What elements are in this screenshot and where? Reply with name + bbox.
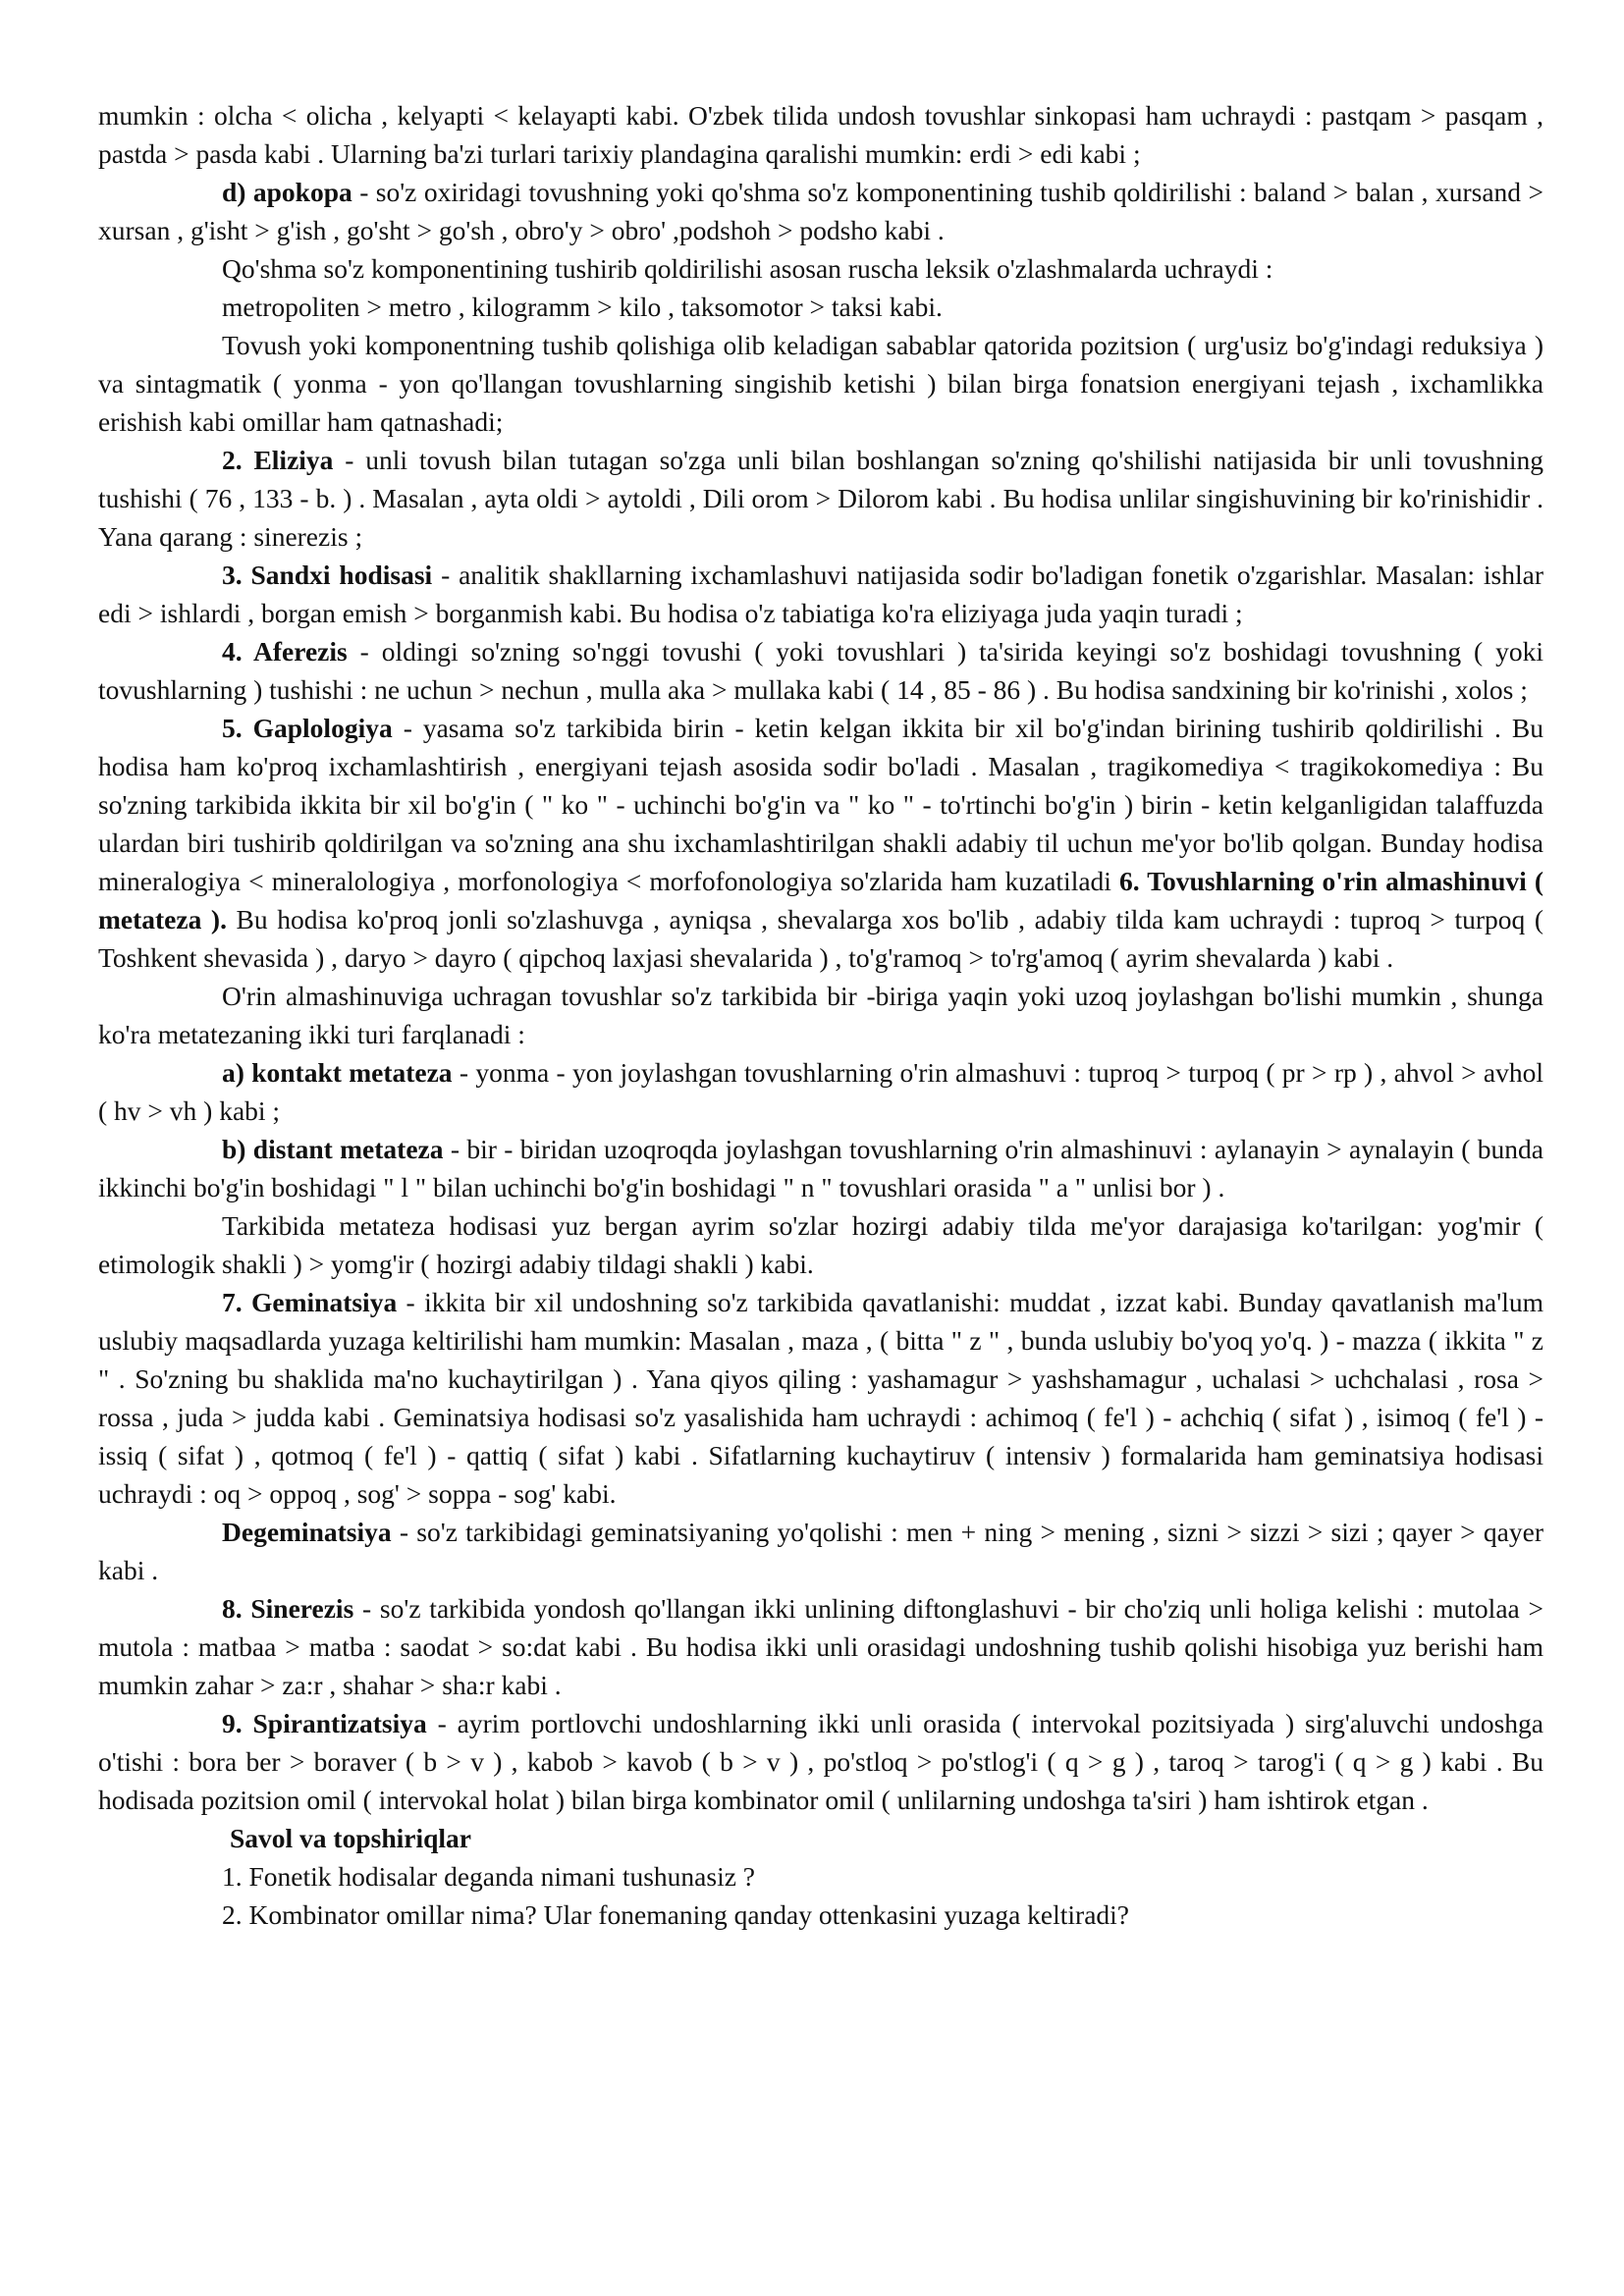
term-aferezis: 4. Aferezis [222, 636, 348, 667]
document-page [98, 96, 1543, 1934]
paragraph-kontakt-metateza [98, 1053, 1543, 1130]
paragraph-text: - analitik shakllarning ixchamlashuvi natijasida sodir bo'ladigan fonetik o'zgarishlar. Masalan: ishlar edi > ishlardi , borgan emish > borganmish kabi. Bu hodisa o'z tabiatiga ko'ra eliziyaga juda yaqin turadi ; [98, 560, 1543, 628]
paragraph-metateza-norm [98, 1206, 1543, 1283]
term-spirantizatsiya: 9. Spirantizatsiya [222, 1708, 427, 1738]
question-item: 1. Fonetik hodisalar deganda nimani tushunasiz ? [222, 1861, 756, 1892]
paragraph-gaplologiya [98, 709, 1543, 977]
paragraph-text: Tovush yoki komponentning tushib qolishiga olib keladigan sabablar qatorida pozitsion ( urg'usiz bo'g'indagi reduksiya ) va sintagmatik ( yonma - yon qo'llangan tovushlarning singishib ketishi ) bilan birga fonatsion energiyani tejash , ixchamlikka erishish kabi omillar ham qatnashadi; [98, 330, 1543, 437]
term-sinerezis: 8. Sinerezis [222, 1593, 354, 1624]
paragraph-sinerezis [98, 1589, 1543, 1704]
term-kontakt-metateza: a) kontakt metateza [222, 1057, 453, 1088]
paragraph-degeminatsiya [98, 1513, 1543, 1589]
paragraph-text: - ikkita bir xil undoshning so'z tarkibida qavatlanishi: muddat , izzat kabi. Bunday qavatlanish ma'lum uslubiy maqsadlarda yuzaga keltirilishi ham mumkin: Masalan , maza , ( bitta " z " , bunda uslubiy bo'yoq yo'q. ) - mazza ( ikkita " z " . So'zning bu shaklida ma'no kuchaytirilgan ) . Yana qiyos qiling : yashamagur > yashshamagur , uchalasi > uchchalasi , rosa > rossa , juda > judda kabi . Geminatsiya hodisasi so'z yasalishida ham uchraydi : achimoq ( fe'l ) - achchiq ( sifat ) , isimoq ( fe'l ) - issiq ( sifat ) , qotmoq ( fe'l ) - qattiq ( sifat ) kabi . Sifatlarning kuchaytiruv ( intensiv ) formalarida ham geminatsiya hodisasi uchraydi : oq > oppoq , sog' > soppa - sog' kabi. [98, 1287, 1543, 1509]
term-metateza: 6. Tovushlarning o'rin almashinuvi ( metateza ). [98, 866, 1543, 934]
question-item: 2. Kombinator omillar nima? Ular fonemaning qanday ottenkasini yuzaga keltiradi? [222, 1899, 1130, 1930]
paragraph-text: - bir - biridan uzoqroqda joylashgan tovushlarning o'rin almashinuvi : aylanayin > aynalayin ( bunda ikkinchi bo'g'in boshidagi " l " bilan uchinchi bo'g'in boshidagi " n " tovushlari orasida " a " unlisi bor ) . [98, 1134, 1543, 1202]
term-degeminatsiya: Degeminatsiya [222, 1517, 392, 1547]
term-geminatsiya: 7. Geminatsiya [222, 1287, 398, 1317]
paragraph-text: - yonma - yon joylashgan tovushlarning o'rin almashuvi : tuproq > turpoq ( pr > rp ) , ahvol > avhol ( hv > vh ) kabi ; [98, 1057, 1543, 1126]
paragraph-text: - ayrim portlovchi undoshlarning ikki unli orasida ( intervokal pozitsiyada ) sirg'aluvchi undoshga o'tishi : bora ber > boraver ( b > v ) , kabob > kavob ( b > v ) , po'stloq > po'stlog'i ( q > g ) , taroq > tarog'i ( q > g ) kabi . Bu hodisada pozitsion omil ( intervokal holat ) bilan birga kombinator omil ( unlilarning undoshga ta'siri ) ham ishtirok etgan . [98, 1708, 1544, 1815]
paragraph-text: - yasama so'z tarkibida birin - ketin kelgan ikkita bir xil bo'g'indan birining tushirib qoldirilishi . Bu hodisa ham ko'proq ixchamlashtirish , energiyani tejash asosida sodir bo'ladi . Masalan , tragikomediya < tragikokomediya : Bu so'zning tarkibida ikkita bir xil bo'g'in ( " ko " - uchinchi bo'g'in va " ko " - to'rtinchi bo'g'in ) birin - ketin kelganligidan talaffuzda ulardan biri tushirib qoldirilgan va so'zning ana shu ixchamlashtirilgan shakli adabiy til uchun me'yor bo'lib qolgan. Bunday hodisa mineralogiya < mineralologiya , morfonologiya < morfofonologiya so'zlarida ham kuzatiladi [98, 713, 1543, 896]
paragraph-eliziya [98, 441, 1543, 556]
paragraph-apokopa [98, 173, 1543, 249]
term-sandxi: 3. Sandxi hodisasi [222, 560, 433, 590]
paragraph-text: - oldingi so'zning so'nggi tovushi ( yoki tovushlari ) ta'sirida keyingi so'z boshidagi tovushning ( yoki tovushlarning ) tushishi : ne uchun > nechun , mulla aka > mullaka kabi ( 14 , 85 - 86 ) . Bu hodisa sandxining bir ko'rinishi , xolos ; [98, 636, 1543, 705]
paragraph-text: mumkin : olcha < olicha , kelyapti < kelayapti kabi. O'zbek tilida undosh tovushlar sinkopasi ham uchraydi : pastqam > pasqam , pastda > pasda kabi . Ularning ba'zi turlari tarixiy plandagina qaralishi mumkin: erdi > edi kabi ; [98, 100, 1543, 169]
paragraph-text: O'rin almashinuviga uchragan tovushlar so'z tarkibida bir -biriga yaqin yoki uzoq joylashgan bo'lishi mumkin , shunga ko'ra metatezaning ikki turi farqlanadi : [98, 981, 1543, 1049]
paragraph-text: - unli tovush bilan tutagan so'zga unli bilan boshlangan so'zning qo'shilishi natijasida bir unli tovushning tushishi ( 76 , 133 - b. ) . Masalan , ayta oldi > aytoldi , Dili orom > Dilorom kabi . Bu hodisa unlilar singishuvining bir ko'rinishidir . Yana qarang : sinerezis ; [98, 445, 1543, 552]
paragraph-metateza-types [98, 977, 1543, 1053]
paragraph-text: Tarkibida metateza hodisasi yuz bergan ayrim so'zlar hozirgi adabiy tilda me'yor darajasiga ko'tarilgan: yog'mir ( etimologik shakli ) > yomg'ir ( hozirgi adabiy tildagi shakli ) kabi. [98, 1210, 1543, 1279]
paragraph-geminatsiya [98, 1283, 1543, 1513]
paragraph-sinkopa-end [98, 96, 1543, 173]
paragraph-causes [98, 326, 1543, 441]
paragraph-aferezis [98, 632, 1543, 709]
paragraph-spirantizatsiya [98, 1704, 1543, 1819]
paragraph-text: - so'z tarkibida yondosh qo'llangan ikki unlining diftonglashuvi - bir cho'ziq unli holiga kelishi : mutolaa > mutola : matbaa > matba : saodat > so:dat kabi . Bu hodisa ikki unli orasidagi undoshning tushib qolishi hisobiga yuz berishi ham mumkin zahar > za:r , shahar > sha:r kabi . [98, 1593, 1543, 1700]
paragraph-text: - so'z oxiridagi tovushning yoki qo'shma so'z komponentining tushib qoldirilishi : baland > balan , xursand > xursan , g'isht > g'ish , go'sht > go'sh , obro'y > obro' ,podshoh > podsho kabi . [98, 177, 1543, 245]
term-gaplologiya: 5. Gaplologiya [222, 713, 393, 743]
term-eliziya: 2. Eliziya [222, 445, 334, 475]
paragraph-text: Bu hodisa ko'proq jonli so'zlashuvga , ayniqsa , shevalarga xos bo'lib , adabiy tilda kam uchraydi : tuproq > turpoq ( Toshkent shevasida ) , daryo > dayro ( qipchoq laxjasi shevalarida ) , to'g'ramoq > to'rg'amoq ( ayrim shevalarda ) kabi . [98, 904, 1543, 973]
paragraph-text: metropoliten > metro , kilogramm > kilo , taksomotor > taksi kabi. [222, 292, 943, 322]
line-compound-examples [98, 288, 1543, 326]
paragraph-text: - so'z tarkibidagi geminatsiyaning yo'qolishi : men + ning > mening , sizni > sizzi > sizi ; qayer > qayer kabi . [98, 1517, 1543, 1585]
line-compound-omission [98, 249, 1543, 288]
paragraph-distant-metateza [98, 1130, 1543, 1206]
paragraph-sandxi [98, 556, 1543, 632]
paragraph-text: Qo'shma so'z komponentining tushirib qoldirilishi asosan ruscha leksik o'zlashmalarda uchraydi : [222, 253, 1273, 284]
term-apokopa: d) apokopa [222, 177, 352, 207]
questions-heading: Savol va topshiriqlar [230, 1823, 472, 1853]
term-distant-metateza: b) distant metateza [222, 1134, 444, 1164]
